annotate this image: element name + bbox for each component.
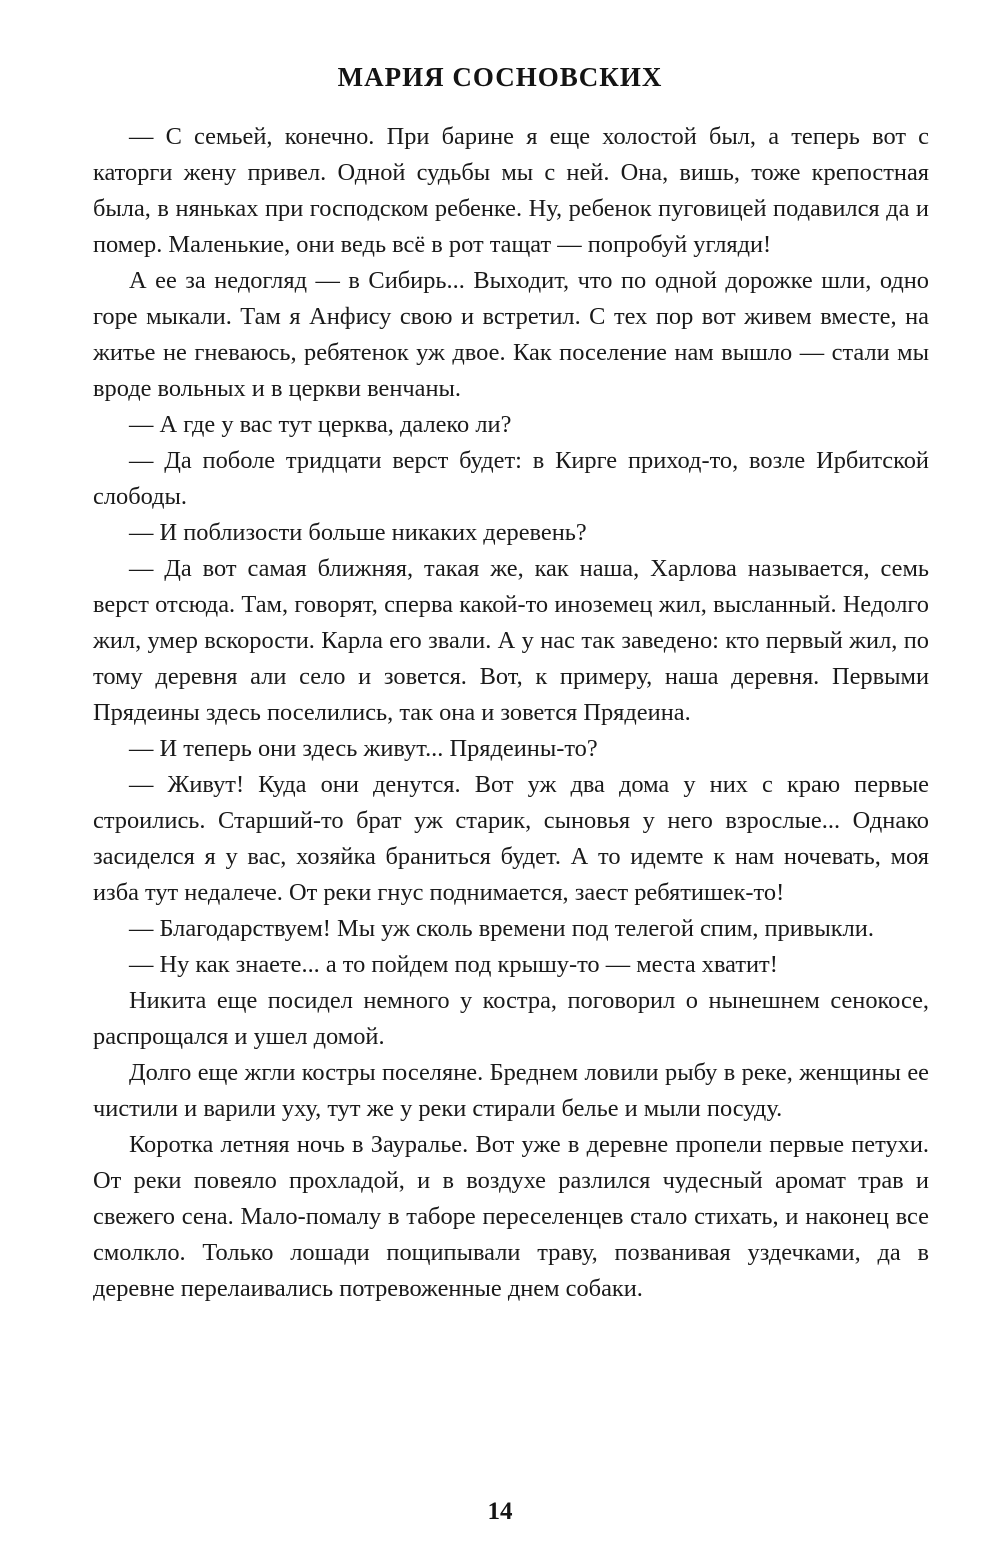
paragraph-11: Никита еще посидел немного у костра, поговорил о нынешнем сенокосе, распрощался и ушел домой. bbox=[93, 987, 929, 1050]
paragraph-1: — С семьей, конечно. При барине я еще холостой был, а теперь вот с каторги жену привел. Одной судьбы мы с ней. Она, вишь, тоже крепостная была, в няньках при господском ребенке. Ну, ребенок пуговицей подавился да и помер. Маленькие, они ведь всё в рот тащат — попробуй угляди! bbox=[93, 123, 929, 258]
paragraph-7: — И теперь они здесь живут... Прядеины-то? bbox=[129, 735, 598, 762]
paragraph-9: — Благодарствуем! Мы уж сколь времени под телегой спим, привыкли. bbox=[129, 915, 874, 942]
paragraph-3: — А где у вас тут церква, далеко ли? bbox=[129, 411, 512, 438]
paragraph-10: — Ну как знаете... а то пойдем под крышу-то — места хватит! bbox=[129, 951, 778, 978]
paragraph-13: Коротка летняя ночь в Зауралье. Вот уже в деревне пропели первые петухи. От реки повеяло прохладой, и в воздухе разлился чудесный аромат трав и свежего сена. Мало-помалу в таборе переселенцев стало стихать, и наконец все смолкло. Только лошади пощипывали траву, позванивая уздечками, да в деревне перелаивались потревоженные днем собаки. bbox=[93, 1131, 929, 1302]
paragraph-8: — Живут! Куда они денутся. Вот уж два дома у них с краю первые строились. Старший-то брат уж старик, сыновья у него взрослые... Однако засиделся я у вас, хозяйка браниться будет. А то идемте к нам ночевать, моя изба тут недалече. От реки гнус поднимается, заест ребятишек-то! bbox=[93, 771, 929, 906]
paragraph-4: — Да поболе тридцати верст будет: в Кирге приход-то, возле Ирбитской слободы. bbox=[93, 447, 929, 510]
paragraph-5: — И поблизости больше никаких деревень? bbox=[129, 519, 587, 546]
page-number: 14 bbox=[487, 1498, 513, 1525]
paragraph-6: — Да вот самая ближняя, такая же, как наша, Харлова называется, семь верст отсюда. Там, говорят, сперва какой-то иноземец жил, высланный. Недолго жил, умер вскорости. Карла его звали. А у нас так заведено: кто первый жил, по тому деревня али село и зовется. Вот, к примеру, наша деревня. Первыми Прядеины здесь поселились, так она и зовется Прядеина. bbox=[93, 555, 929, 726]
body-text bbox=[93, 119, 929, 1307]
running-header-author: МАРИЯ СОСНОВСКИХ bbox=[337, 62, 663, 92]
paragraph-12: Долго еще жгли костры поселяне. Бреднем ловили рыбу в реке, женщины ее чистили и варили уху, тут же у реки стирали белье и мыли посуду. bbox=[93, 1059, 929, 1122]
paragraph-2: А ее за недогляд — в Сибирь... Выходит, что по одной дорожке шли, одно горе мыкали. Там я Анфису свою и встретил. С тех пор вот живем вместе, на житье не гневаюсь, ребятенок уж двое. Как поселение нам вышло — стали мы вроде вольных и в церкви венчаны. bbox=[93, 267, 929, 402]
